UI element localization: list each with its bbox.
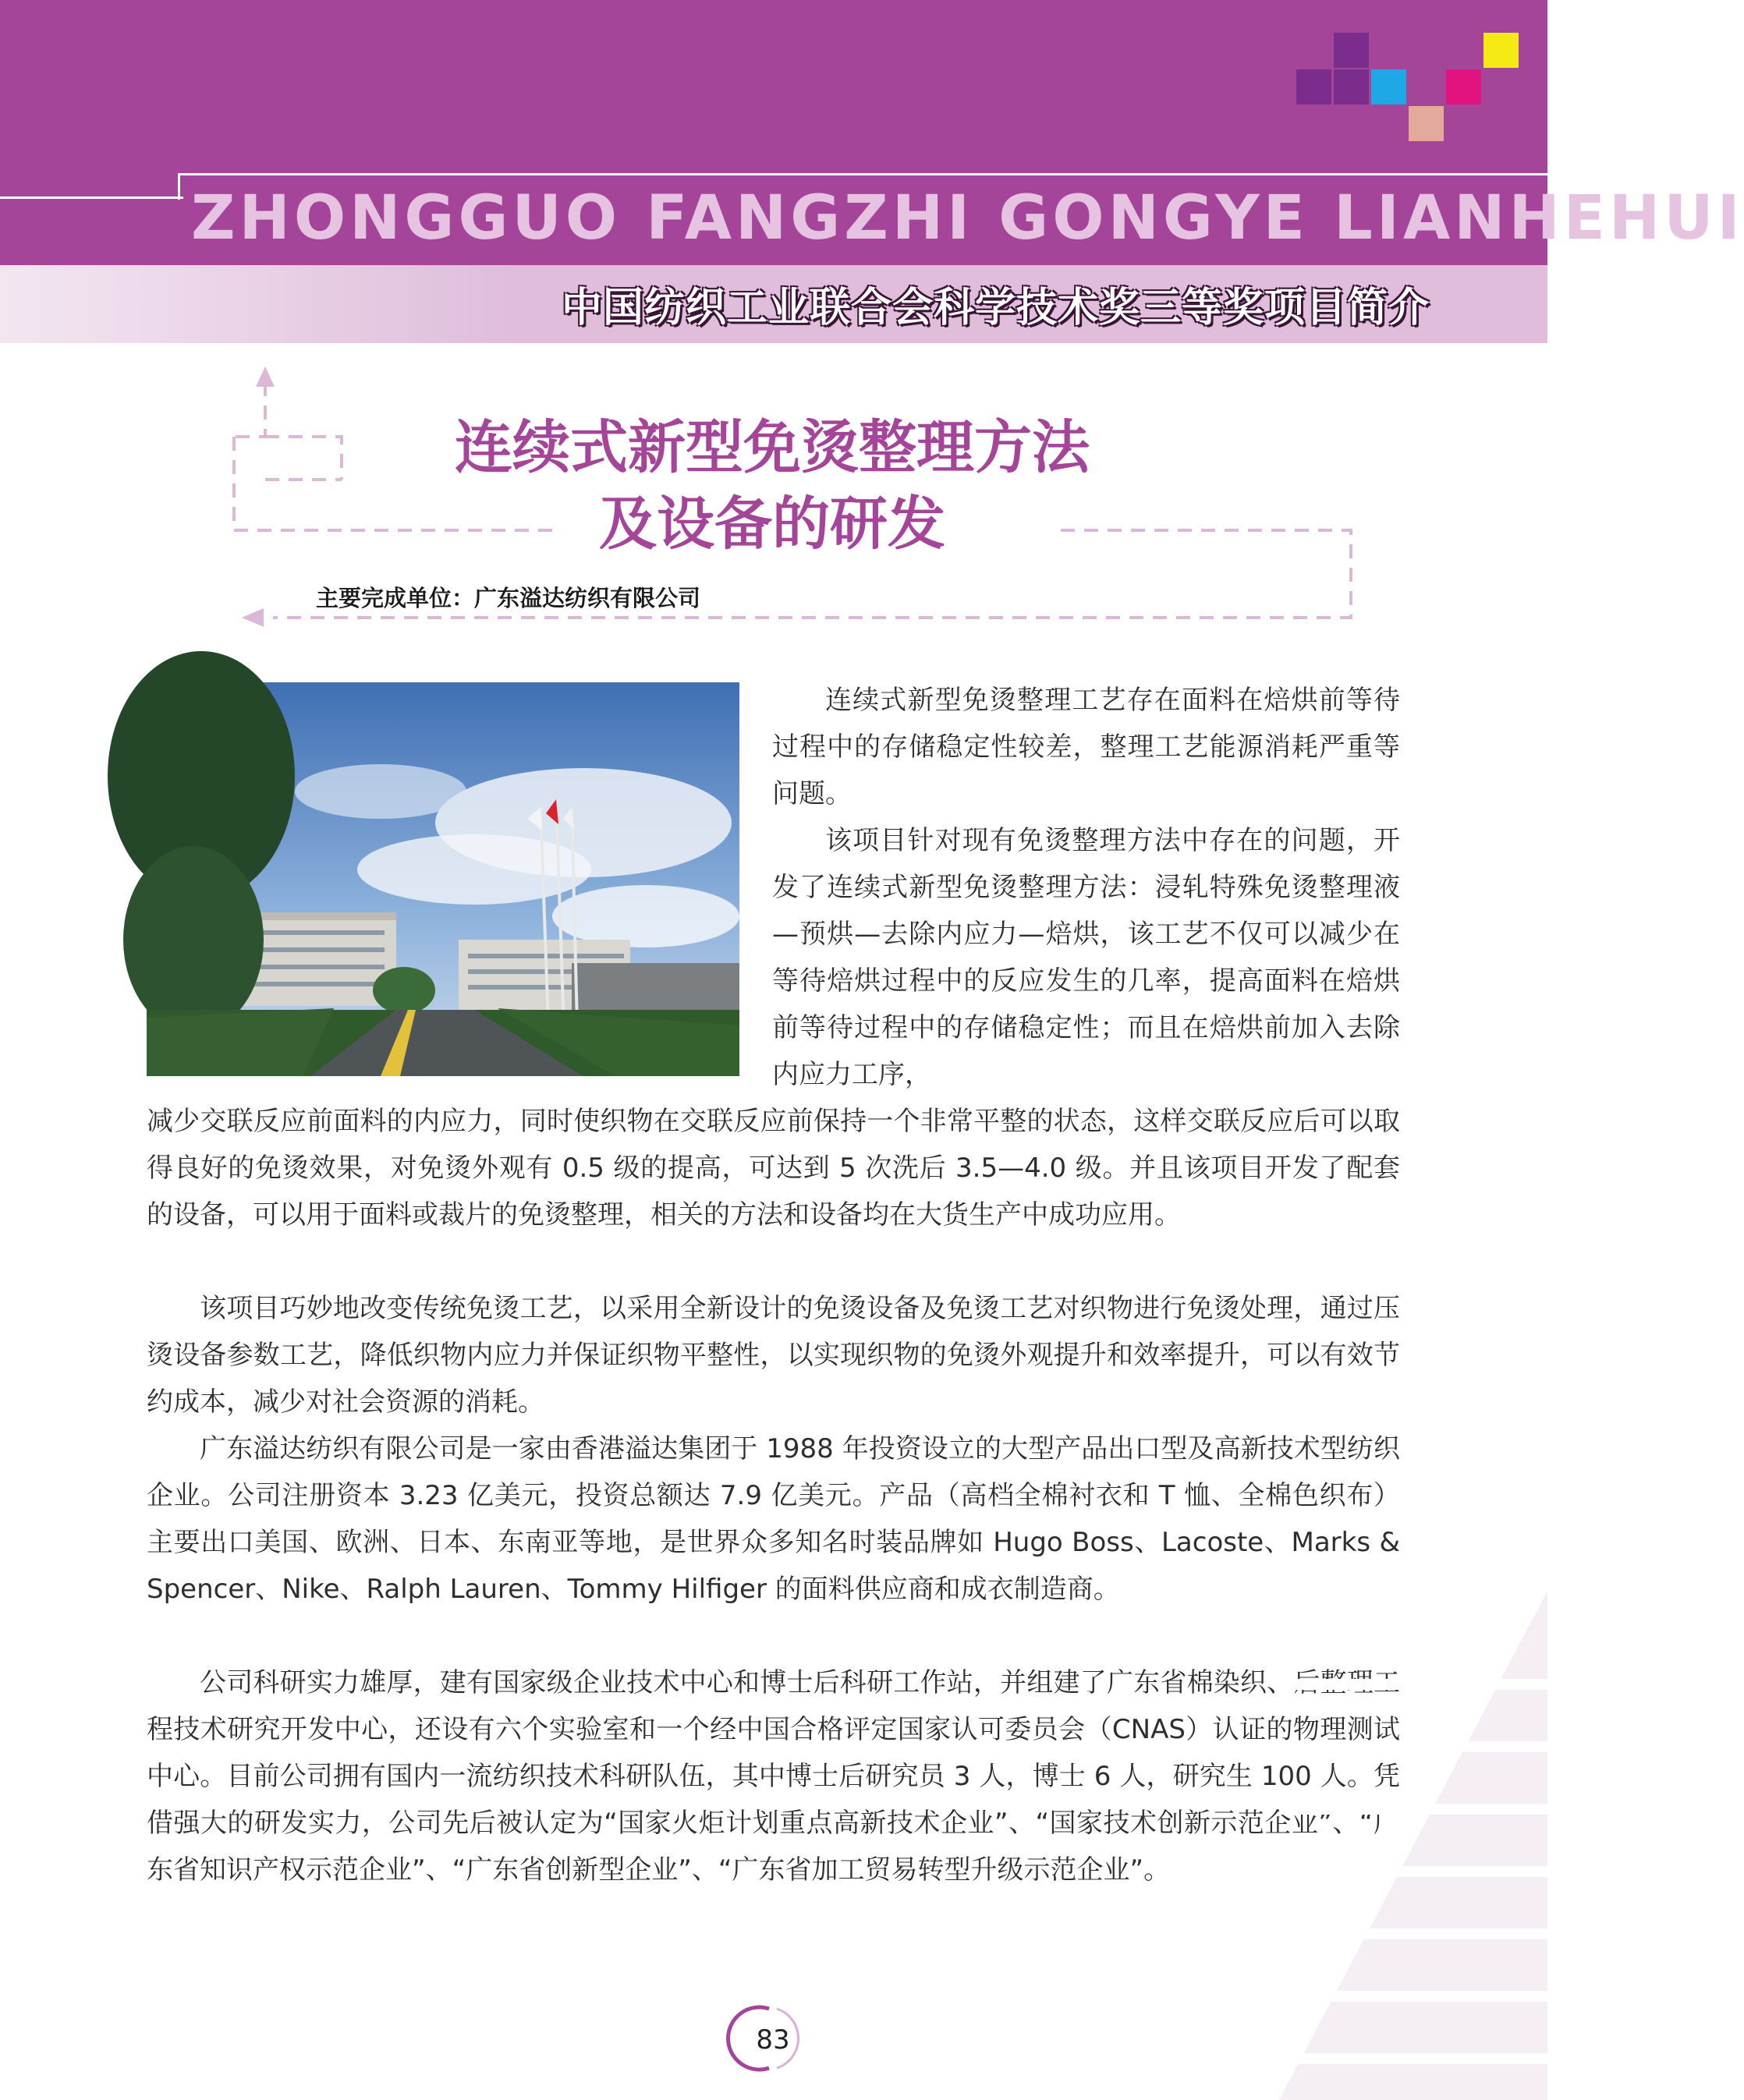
arrow-up-icon <box>256 367 275 387</box>
accent-square-1 <box>1334 33 1369 68</box>
subtitle-band-fade <box>0 265 515 343</box>
header-rule-left <box>0 197 183 199</box>
header-rule-joint <box>178 173 180 200</box>
page-number: 83 <box>756 2024 790 2056</box>
paragraph-4: 广东溢达纺织有限公司是一家由香港溢达集团于 1988 年投资设立的大型产品出口型及高新技术型纺织企业。公司注册资本 3.23 亿美元，投资总额达 7.9 亿美元。产品（高档全棉衬衣和 T 恤、全棉色织布）主要出口美国、欧洲、日本、东南亚等地，是世界众多知名时装品牌如 Hugo Boss、Lacoste、Marks & Spencer、Nike、Ralph Lauren、Tommy Hilfiger 的面料供应商和成衣制造商。 <box>147 1433 1400 1605</box>
title-line-1: 连续式新型免烫整理方法 <box>455 414 1090 481</box>
accent-square-5 <box>1446 69 1481 104</box>
accent-square-3 <box>1334 69 1369 104</box>
paragraph-2-continued: 减少交联反应前面料的内应力，同时使织物在交联反应前保持一个非常平整的状态，这样交联反应后可以取得良好的免烫效果，对免烫外观有 0.5 级的提高，可达到 5 次洗后 3.5—4.0 级。并且该项目开发了配套的设备，可以用于面料或裁片的免烫整理，相关的方法和设备均在大货生产中成功应用。 <box>147 1106 1400 1231</box>
accent-square-4 <box>1371 69 1406 104</box>
page-number-badge <box>730 2004 816 2073</box>
accent-square-7 <box>1409 106 1444 141</box>
header-pinyin: ZHONGGUO FANGZHI GONGYE LIANHEHUI <box>191 183 1744 253</box>
section-subtitle: 中国纺织工业联合会科学技术奖三等奖项目简介 <box>562 285 1430 331</box>
factory-photo <box>147 682 739 1076</box>
accent-square-2 <box>1296 69 1331 104</box>
accent-square-6 <box>1483 33 1519 68</box>
paragraph-1: 连续式新型免烫整理工艺存在面料在焙烘前等待过程中的存储稳定性较差，整理工艺能源消耗严重等问题。 <box>772 685 1400 809</box>
paragraph-5: 公司科研实力雄厚，建有国家级企业技术中心和博士后科研工作站，并组建了广东省棉染织、后整理工程技术研究开发中心，还设有六个实验室和一个经中国合格评定国家认可委员会（CNAS）认证的物理测试中心。目前公司拥有国内一流纺织技术科研队伍，其中博士后研究员 3 人，博士 6 人，研究生 100 人。凭借强大的研发实力，公司先后被认定为“国家火炬计划重点高新技术企业”、“国家技术创新示范企业”、“广东省知识产权示范企业”、“广东省创新型企业”、“广东省加工贸易转型升级示范企业”。 <box>147 1667 1400 1886</box>
corner-stripes-decoration <box>1279 1591 1547 2100</box>
completion-unit: 主要完成单位：广东溢达纺织有限公司 <box>316 585 701 611</box>
paragraph-3: 该项目巧妙地改变传统免烫工艺，以采用全新设计的免烫设备及免烫工艺对织物进行免烫处理，通过压烫设备参数工艺，降低织物内应力并保证织物平整性，以实现织物的免烫外观提升和效率提升，可以有效节约成本，减少对社会资源的消耗。 <box>147 1293 1400 1418</box>
title-line-2: 及设备的研发 <box>599 490 945 558</box>
article-title <box>312 409 1232 562</box>
arrow-left-icon <box>242 608 264 627</box>
paragraph-2: 该项目针对现有免烫整理方法中存在的问题，开发了连续式新型免烫整理方法：浸轧特殊免烫整理液—预烘—去除内应力—焙烘，该工艺不仅可以减少在等待焙烘过程中的反应发生的几率，提高面料在焙烘前等待过程中的存储稳定性；而且在焙烘前加入去除内应力工序， <box>772 825 1400 1090</box>
header-rule <box>179 173 1547 175</box>
